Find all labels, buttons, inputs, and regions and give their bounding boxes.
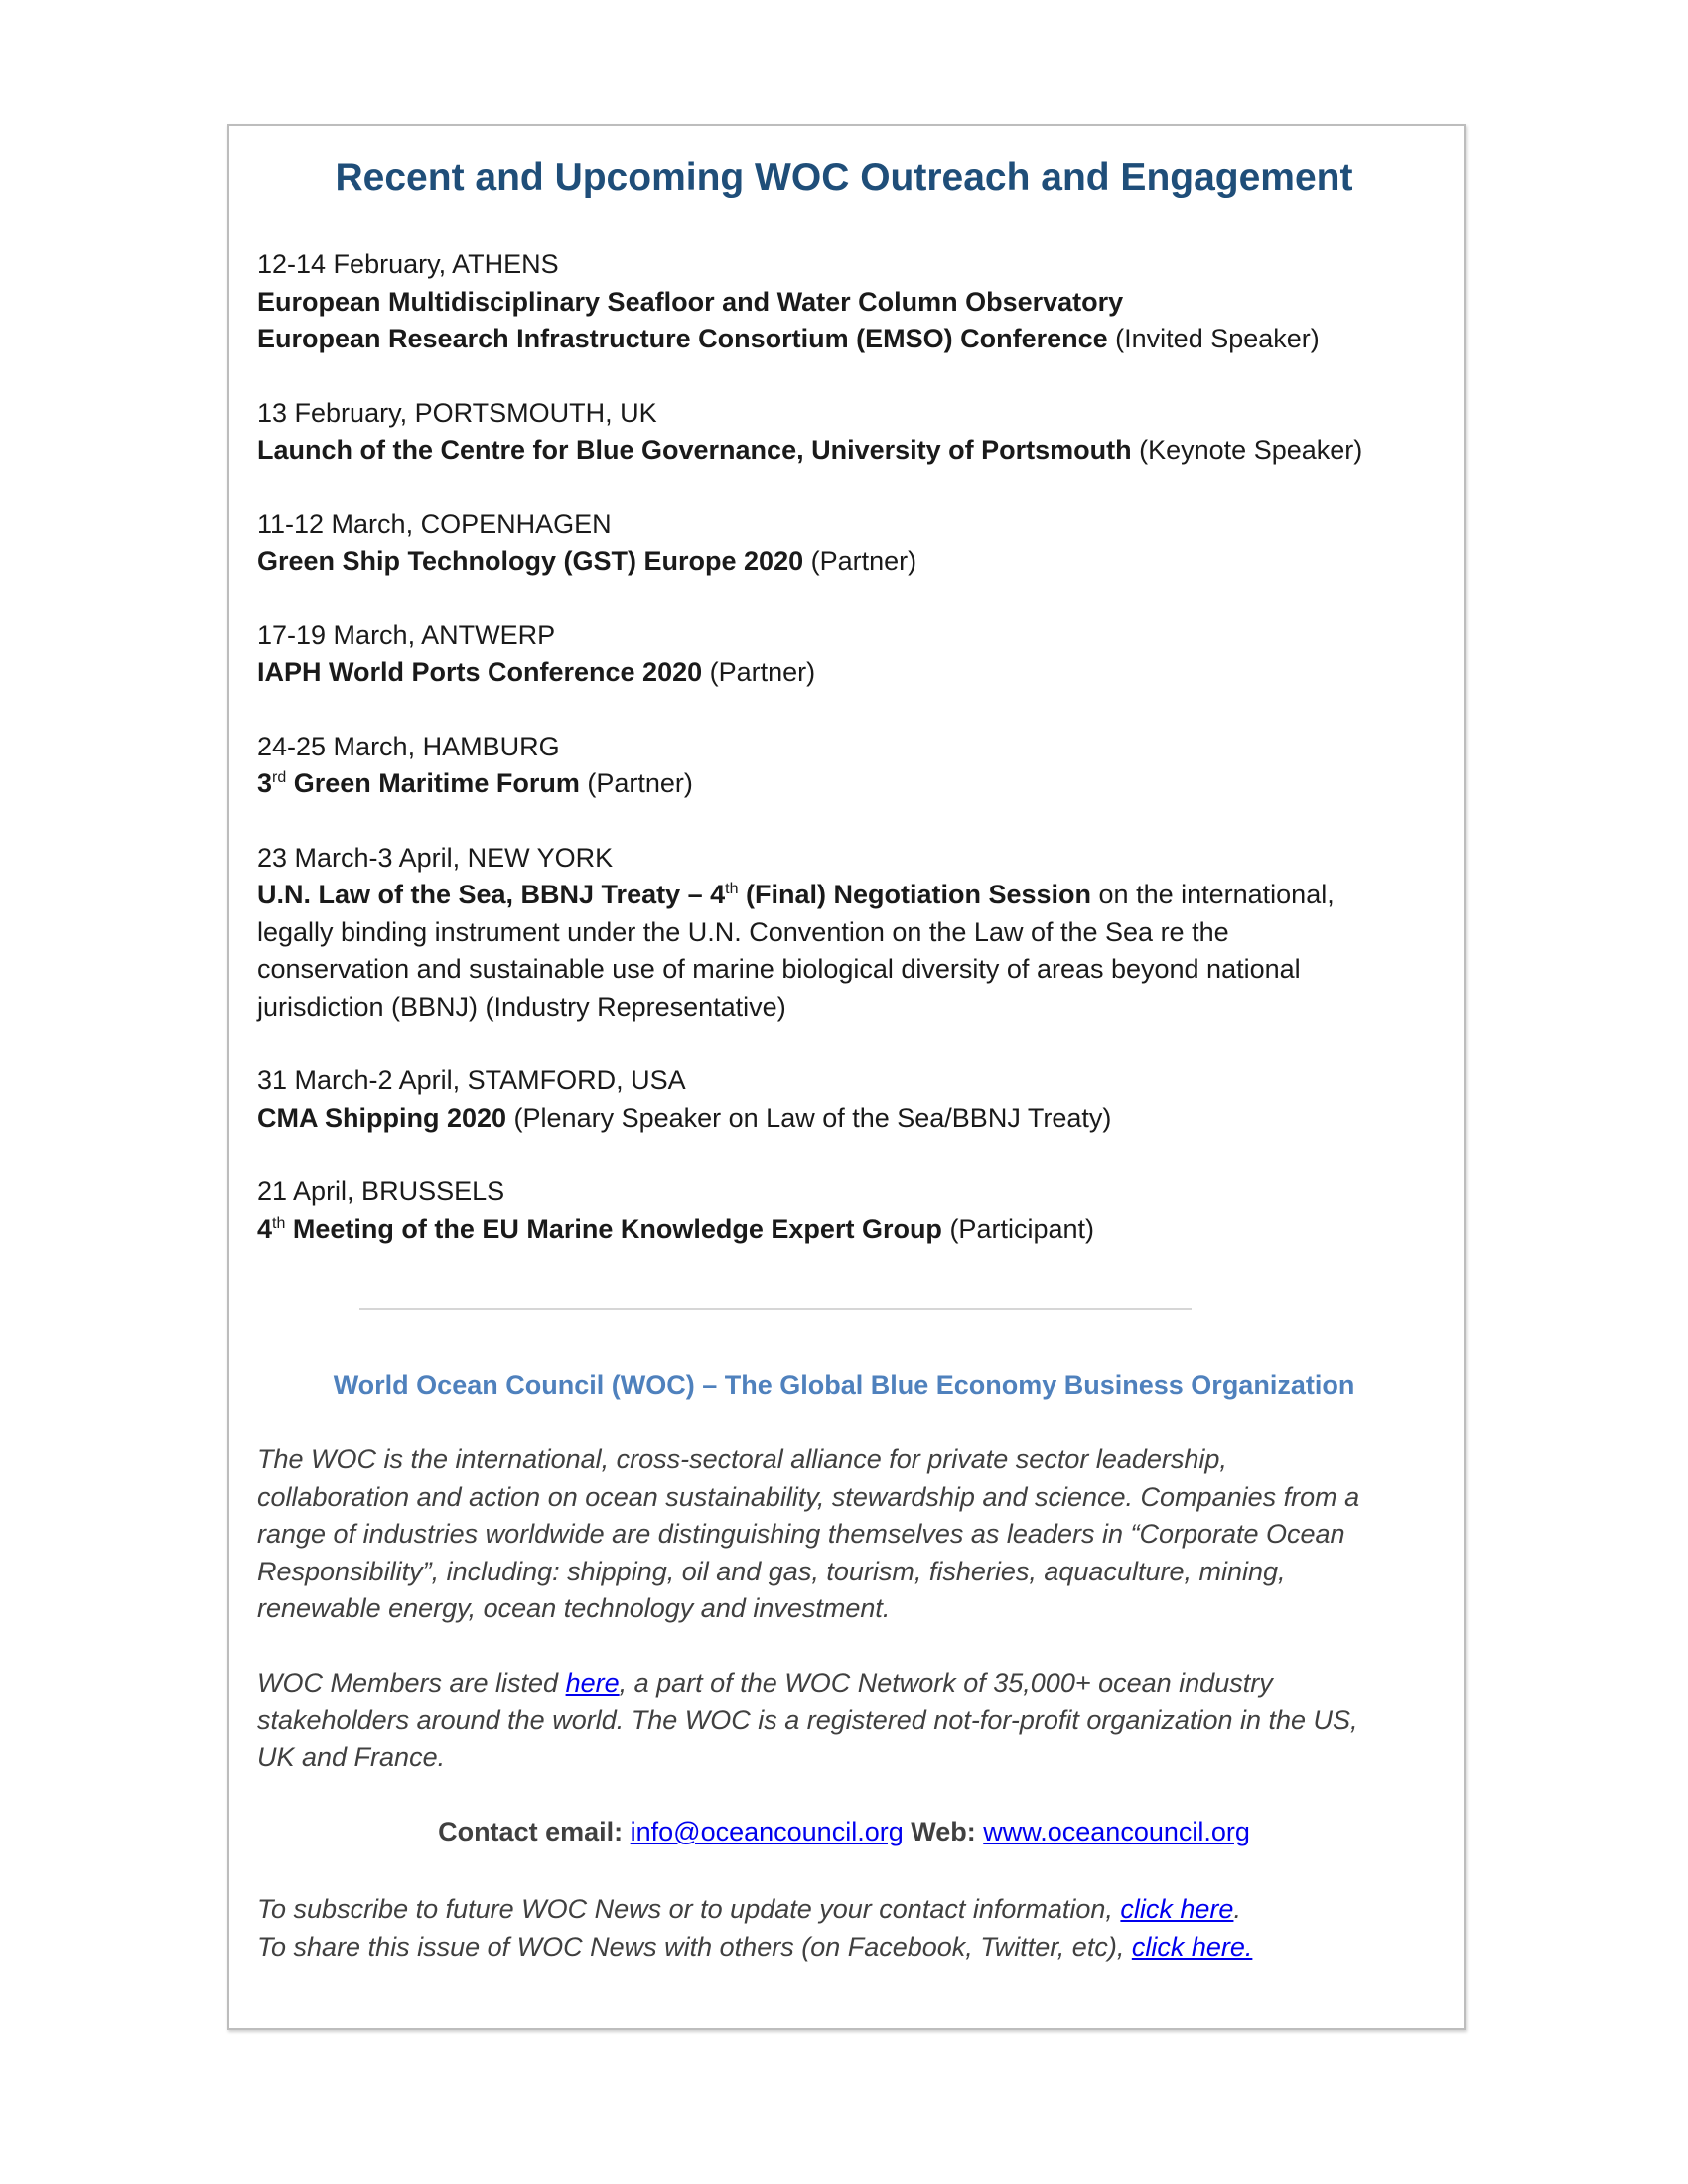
event-item	[257, 395, 1379, 470]
members-text-pre: WOC Members are listed	[257, 1668, 566, 1698]
event-title-prefix: 3	[257, 768, 273, 798]
event-title: Meeting of the EU Marine Knowledge Expert Group	[285, 1213, 942, 1244]
event-description	[257, 877, 1379, 1025]
event-title-prefix: 4	[257, 1213, 273, 1244]
event-title: Green Ship Technology (GST) Europe 2020	[257, 546, 804, 576]
event-description	[257, 765, 1379, 803]
contact-line	[0, 1817, 1688, 1847]
event-role: on the international, legally binding instrument under the U.N. Convention on the Law of the Sea re the conservation and sustainable use of marine biological diversity of areas beyond national jurisdiction (BBNJ) (Industry Representative)	[257, 880, 1335, 1022]
web-link[interactable]: www.oceancouncil.org	[983, 1817, 1250, 1846]
event-item	[257, 840, 1379, 1026]
event-description	[257, 543, 1379, 581]
event-role: (Invited Speaker)	[1107, 324, 1320, 353]
event-role: (Partner)	[803, 546, 917, 576]
event-role: (Keynote Speaker)	[1131, 435, 1363, 465]
subscribe-period: .	[1233, 1894, 1241, 1924]
event-title: European Multidisciplinary Seafloor and Water Column Observatory	[257, 286, 1124, 317]
contact-email-link[interactable]: info@oceancouncil.org	[630, 1817, 904, 1846]
subscribe-text: To subscribe to future WOC News or to update your contact information,	[257, 1894, 1121, 1924]
event-date: 11-12 March, COPENHAGEN	[257, 508, 612, 539]
ordinal-suffix: th	[272, 1214, 286, 1232]
event-role: (Partner)	[702, 657, 816, 687]
event-item	[257, 246, 1379, 358]
event-title-prefix: U.N. Law of the Sea, BBNJ Treaty – 4	[257, 880, 726, 909]
event-item	[257, 506, 1379, 581]
event-description	[257, 654, 1379, 692]
members-link[interactable]: here	[565, 1668, 620, 1698]
event-item	[257, 1062, 1379, 1137]
event-item	[257, 729, 1379, 803]
event-date: 23 March-3 April, NEW YORK	[257, 842, 614, 873]
org-title: World Ocean Council (WOC) – The Global Blue Economy Business Organization	[333, 1370, 1355, 1400]
subscribe-link[interactable]: click here	[1120, 1894, 1234, 1924]
org-about: The WOC is the international, cross-sectoral alliance for private sector leadership, collaboration and action on ocean sustainability, stewardship and science. Companies from a range of industries worldwide are distinguishing themselves as leaders in “Corporate Ocean Responsibility”, including: shipping, oil and gas, tourism, fisheries, aquaculture, mining, renewable energy, ocean technology and investment.	[257, 1444, 1360, 1623]
event-title: (Final) Negotiation Session	[738, 880, 1092, 909]
event-date: 12-14 February, ATHENS	[257, 249, 559, 279]
event-description	[257, 1211, 1379, 1249]
event-role: (Plenary Speaker on Law of the Sea/BBNJ Treaty)	[506, 1102, 1112, 1133]
event-description	[257, 1100, 1379, 1138]
event-title: CMA Shipping 2020	[257, 1102, 507, 1133]
event-date: 31 March-2 April, STAMFORD, USA	[257, 1065, 686, 1095]
event-item	[257, 1173, 1379, 1248]
event-date: 21 April, BRUSSELS	[257, 1176, 505, 1206]
event-description	[257, 284, 1379, 322]
ordinal-suffix: th	[725, 881, 739, 897]
org-members	[257, 1665, 1379, 1777]
event-title: IAPH World Ports Conference 2020	[257, 657, 703, 687]
event-date: 24-25 March, HAMBURG	[257, 731, 560, 761]
subscribe-section	[257, 1891, 1379, 1966]
event-title: Green Maritime Forum	[286, 768, 580, 798]
ordinal-suffix: rd	[272, 769, 287, 786]
event-date: 17-19 March, ANTWERP	[257, 619, 556, 650]
share-text: To share this issue of WOC News with others (on Facebook, Twitter, etc),	[257, 1931, 1132, 1962]
subscribe-line	[257, 1891, 1379, 1929]
event-description	[257, 432, 1379, 470]
event-role: (Participant)	[941, 1213, 1094, 1244]
event-list	[257, 246, 1379, 1285]
event-item	[257, 617, 1379, 692]
event-title: European Research Infrastructure Consortium (EMSO) Conference	[257, 324, 1108, 353]
share-line	[257, 1929, 1379, 1967]
event-role: (Partner)	[579, 768, 693, 798]
event-date: 13 February, PORTSMOUTH, UK	[257, 397, 657, 428]
contact-email-label: Contact email:	[438, 1817, 624, 1846]
share-link[interactable]: click here.	[1131, 1931, 1253, 1962]
event-title: Launch of the Centre for Blue Governance, University of Portsmouth	[257, 435, 1132, 465]
members-text-post: , a part of the WOC Network of 35,000+ ocean industry stakeholders around the world. The WOC is a registered not-for-profit organization in the US, UK and France.	[257, 1668, 1358, 1772]
page-title: Recent and Upcoming WOC Outreach and Engagement	[335, 156, 1353, 199]
section-divider	[359, 1308, 1192, 1310]
event-description	[257, 321, 1379, 358]
web-label: Web:	[911, 1817, 976, 1846]
